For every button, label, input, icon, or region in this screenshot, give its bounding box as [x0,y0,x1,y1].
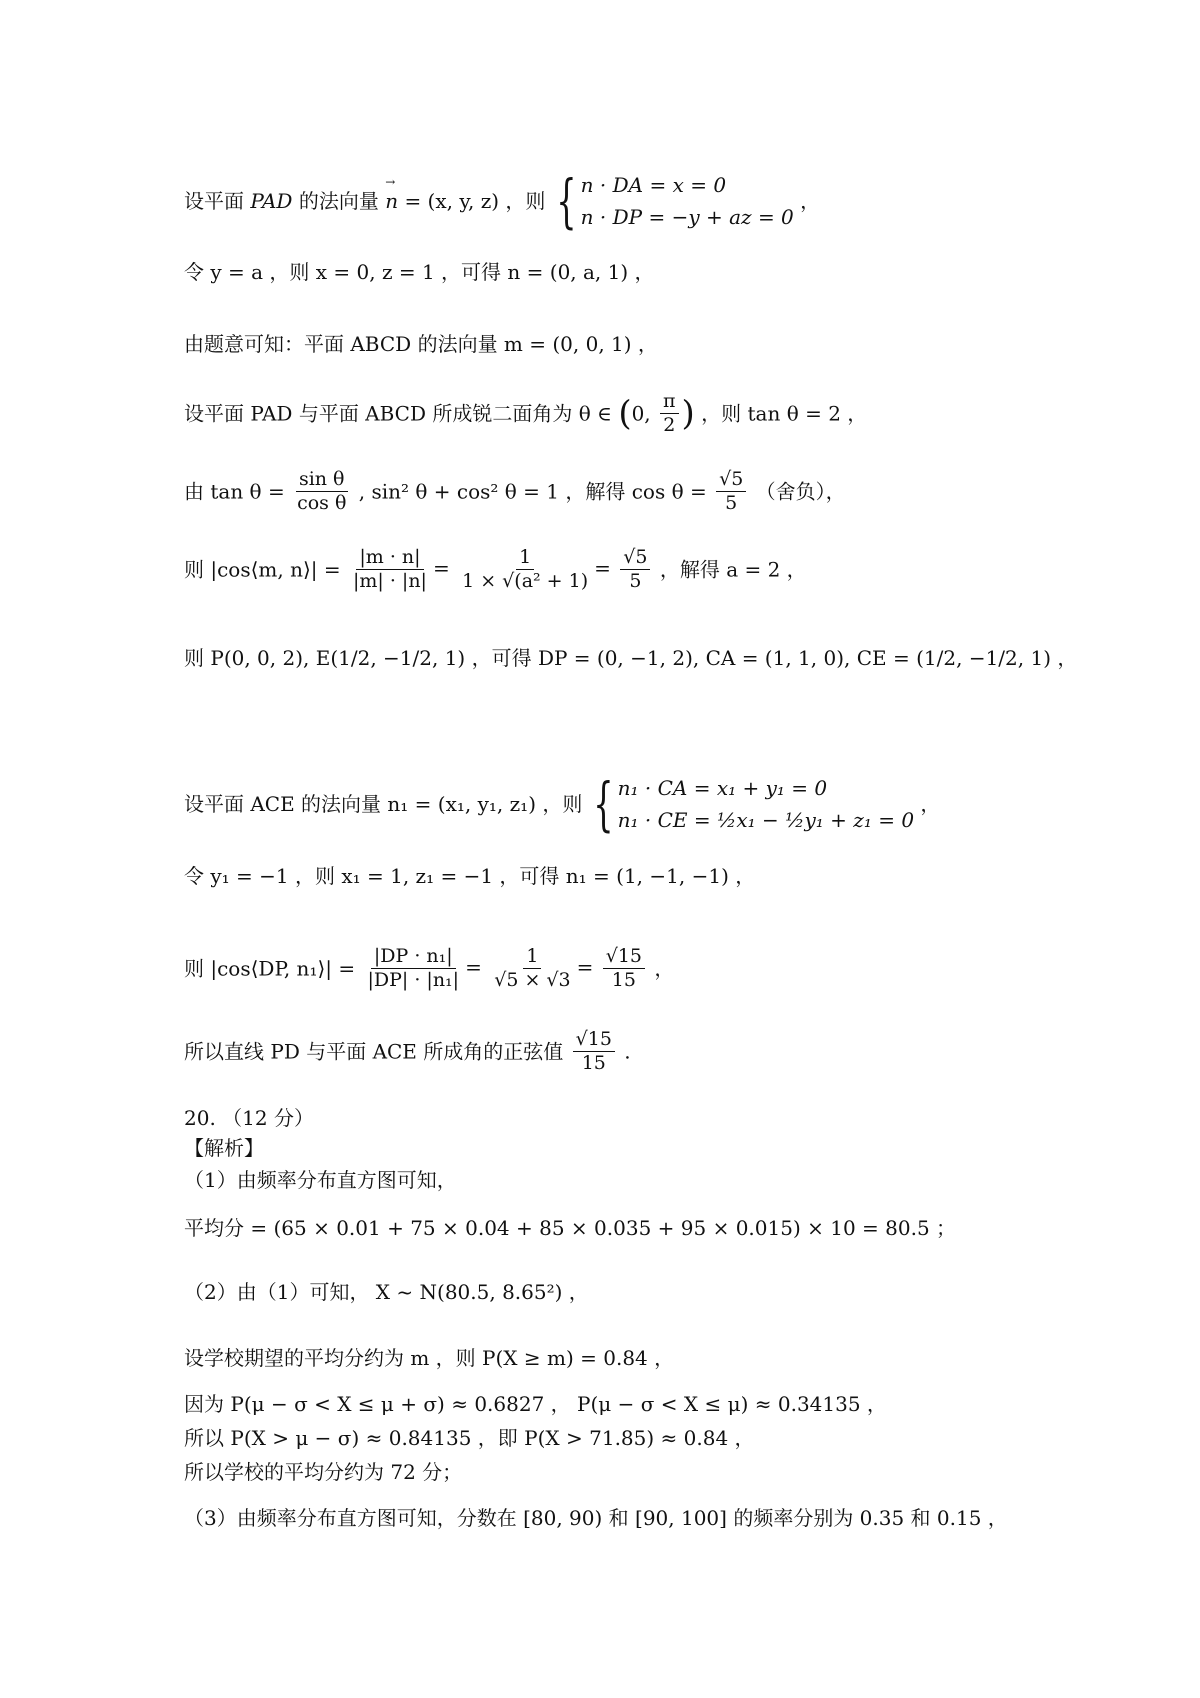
part-1: （1）由频率分布直方图可知， [184,1168,457,1192]
text-end: ， [800,189,821,213]
line-dihedral-angle: 设平面 PAD 与平面 ABCD 所成锐二面角为 θ ∈ (0, $\frac{\pi}{2}$ ) ，则 tan θ = 2 ， [184,390,868,436]
expected-mean: 设学校期望的平均分约为 m ，则 P(X ≥ m) = 0.84 ， [184,1346,675,1370]
prob-conclusion: 所以 P(X > μ − σ) ≈ 0.84135 ，即 P(X > 71.85) ≈ 0.84 ， [184,1426,755,1450]
equation-2: n · DP = −y + az = 0 [580,205,794,229]
line-ace-normal: 设平面 ACE 的法向量 n₁ = (x₁, y₁, z₁) ，则 { n₁ · CA = x₁ + y₁ = 0 n₁ · CE = ½x₁ − ½y₁ + z₁ = 0 ， [184,770,941,838]
analysis-heading: 【解析】 [184,1136,264,1160]
fraction-tan: $\frac{\text{sin θ}}{\text{cos θ}}$ [297,468,347,514]
brace-icon: { [593,770,614,838]
part-2: （2）由（1）可知， X ~ N(80.5, 8.65²) ， [184,1280,589,1304]
tuple: = (x, y, z) [404,189,500,213]
vector-n: → n [385,189,398,213]
equation-1: n · DA = x = 0 [580,173,727,197]
question-20-heading: 20. （12 分） [184,1106,314,1130]
text-prefix: 设平面 [184,189,244,213]
brace-icon: { [556,167,577,235]
text-b: ，则 tan θ = 2 ， [701,401,868,426]
normal-probabilities: 因为 P(μ − σ < X ≤ μ + σ) ≈ 0.6827 ， P(μ − σ < X ≤ μ) ≈ 0.34135 ， [184,1392,887,1416]
line-cos-dp-n1: 则 |cos⟨DP, n₁⟩| = $\frac{\text{|DP · n₁|}}{\text{|DP| · |n₁|}}$ = $\frac{1}{√5 \times √3}$ = $\frac{√15}{15}$ ， [184,945,675,991]
text-then: ，则 [505,189,546,213]
part-3: （3）由频率分布直方图可知，分数在 [80, 90) 和 [90, 100] 的频率分别为 0.35 和 0.15 ， [184,1506,1008,1530]
equation-system [552,167,794,235]
line-pad-normal [184,167,821,235]
text-mid: 的法向量 [298,189,379,213]
line-let-y: 令 y = a ，则 x = 0, z = 1 ，可得 n = (0, a, 1) ， [184,260,655,284]
school-mean: 所以学校的平均分约为 72 分； [184,1460,463,1484]
fraction-pi-half: $\frac{\pi}{2}$ [660,392,679,435]
line-points-vectors: 则 P(0, 0, 2), E(1/2, −1/2, 1) ，可得 DP = (0, −1, 2), CA = (1, 1, 0), CE = (1/2, −1/2, 1) ， [184,646,1078,670]
line-let-y1: 令 y₁ = −1 ，则 x₁ = 1, z₁ = −1 ，可得 n₁ = (1, −1, −1) ， [184,864,756,888]
line-abcd-normal: 由题意可知：平面 ABCD 的法向量 m = (0, 0, 1) ， [184,332,658,356]
line-solve-cos: 由 tan θ = $\frac{\text{sin θ}}{\text{cos θ}}$ , sin² θ + cos² θ = 1 ，解得 cos θ = $\frac{√5}{5}$ （舍负）， [184,468,846,514]
fraction-root5: $\frac{√5}{5}$ [716,470,746,513]
line-sine-result: 所以直线 PD 与平面 ACE 所成角的正弦值 $\frac{√15}{15}$ . [184,1028,631,1074]
text-a: 设平面 PAD 与平面 ABCD 所成锐二面角为 θ ∈ [184,401,612,426]
mean-score: 平均分 = (65 × 0.01 + 75 × 0.04 + 85 × 0.035 + 95 × 0.015) × 10 = 80.5 ； [184,1216,957,1240]
plane-label: PAD [250,189,293,213]
line-cos-mn: 则 |cos⟨m, n⟩| = $\frac{|m \cdot n|}{|m| \cdot |n|}$ = $\frac{1}{\text{1 × √(a² + 1)}}$ = $\frac{√5}{5}$ ，解得 a = 2 ， [184,546,807,592]
